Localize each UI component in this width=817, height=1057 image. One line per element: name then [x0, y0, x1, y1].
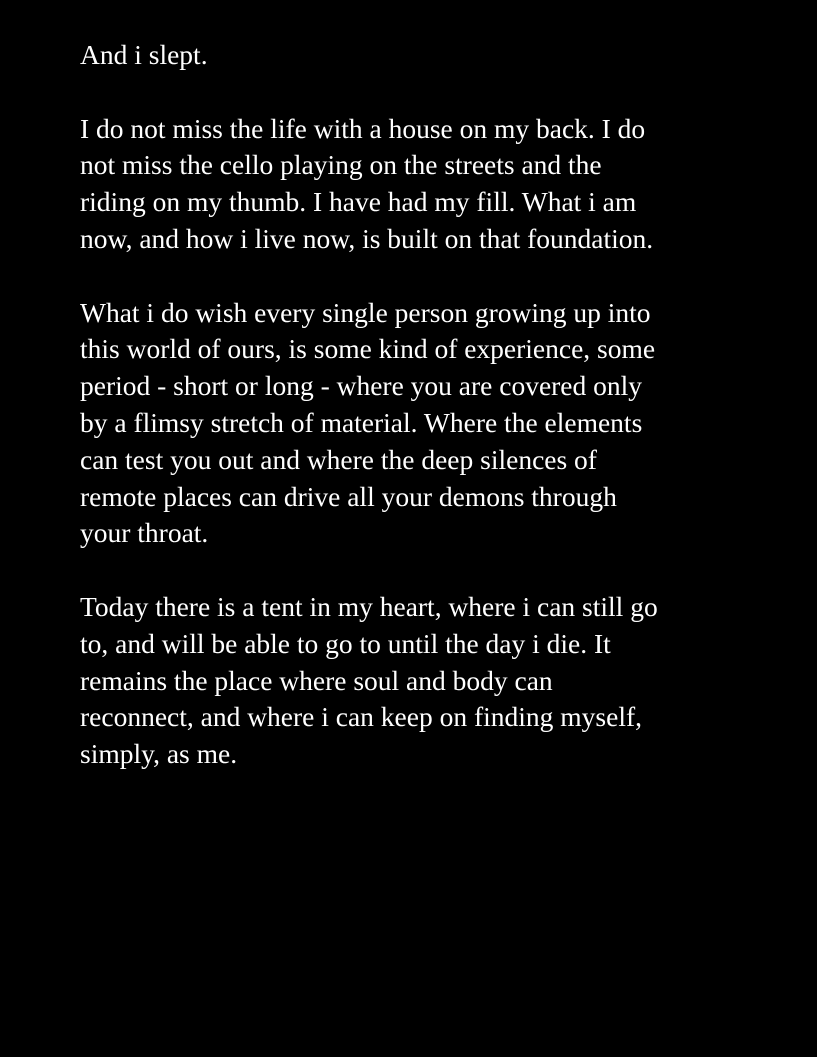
document-text [80, 37, 780, 773]
paragraph-1: And i slept. [80, 39, 208, 70]
paragraph-2: I do not miss the life with a house on my back. I do not miss the cello playing on the streets and the riding on my thumb. I have had my fill. What i am now, and how i live now, is built on that foundation. [80, 112, 654, 254]
paragraph-4: Today there is a tent in my heart, where i can still go to, and will be able to go to until the day i die. It remains the place where soul and body can reconnect, and where i can keep on finding myself, simply, as me. [80, 590, 658, 770]
paragraph-3: What i do wish every single person growing up into this world of ours, is some kind of experience, some period - short or long - where you are covered only by a flimsy stretch of material. Where the elements can test you out and where the deep silences of remote places can drive all your demons through your throat. [80, 296, 656, 549]
